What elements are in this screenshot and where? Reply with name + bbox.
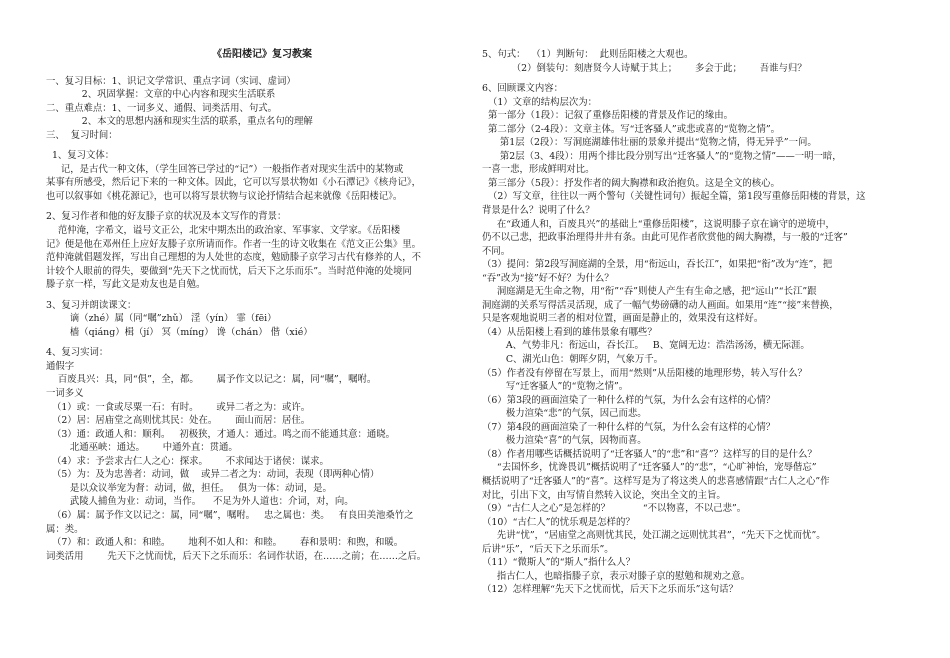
text-line: 只是客观地说明三者的相对位置，画面是静止的，效果没有这样好。 bbox=[482, 313, 764, 325]
text-line: 背景是什么？说明了什么？ bbox=[482, 205, 595, 217]
text-line: 6、回顾课文内容： bbox=[482, 83, 563, 95]
text-line: （3）提问：第2段写洞庭湖的全景，用“衔远山，吞长江”，如果把“衔”改为“连”，把 bbox=[482, 259, 833, 271]
text-line: 第2层（3、4段）：用两个排比段分别写出“迁客骚人”的“览物之情”——一明一暗， bbox=[482, 150, 842, 162]
text-line: （5）为：及为忠善者：动词，做 或异二者之为：动词，表现（即两种心情） bbox=[46, 469, 380, 481]
text-line: 词类活用 先天下之忧而忧，后天下之乐而乐：名词作状语，在……之前；在……之后。 bbox=[46, 550, 427, 562]
right-lines bbox=[482, 48, 922, 597]
text-line: （7）第4段的画面渲染了一种什么样的气氛，为什么会有这样的心情？ bbox=[482, 421, 776, 433]
text-line: （4）求：予尝求古仁人之心：探求。 不求闻达于诸侯：谋求。 bbox=[46, 455, 329, 467]
text-line: 2、本文的思想内涵和现实生活的联系，重点名句的理解 bbox=[46, 116, 313, 128]
left-column bbox=[46, 48, 478, 563]
text-line: 指古仁人，也暗指滕子京，表示对滕子京的慰勉和规劝之意。 bbox=[482, 570, 751, 582]
text-line: （6）属：属予作文以记之：属，同“嘱”，嘱咐。 忠之属也：类。 有良田美池桑竹之 bbox=[46, 509, 414, 521]
text-line: （7）和：政通人和：和睦。 地利不如人和：和睦。 春和景明：和煦，和暖。 bbox=[46, 537, 404, 549]
text-line: 先讲“忧”，“居庙堂之高则忧其民，处江湖之远则忧其君”，“先天下之忧而忧”。 bbox=[482, 530, 826, 542]
document-title: 《岳阳楼记》复习教案 bbox=[212, 49, 312, 60]
text-line: 概括说明了“迁客骚人”的“喜”。这样写是为了将这类人的悲喜感情跟“古仁人之心”作 bbox=[482, 475, 830, 487]
text-line: 极力渲染“喜”的气氛，因物而喜。 bbox=[482, 435, 647, 447]
text-line: 三、 复习时间： bbox=[46, 129, 118, 141]
text-line: 3、复习并朗读课文： bbox=[46, 299, 137, 311]
text-line: 不同。 bbox=[482, 245, 511, 257]
text-line: （4）从岳阳楼上看到的雄伟景象有哪些？ bbox=[482, 326, 657, 338]
text-line: 计较个人眼前的得失，要做到“先天下之忧而忧，后天下之乐而乐”。当时范仲淹的处境同 bbox=[46, 265, 412, 277]
text-line: 北通巫峡：通达。 中通外直：贯通。 bbox=[46, 442, 238, 454]
text-line: 百废具兴：具，同“俱”，全，都。 属予作文以记之：属，同“嘱”，嘱咐。 bbox=[46, 374, 377, 386]
text-line: 第1层（2段）：写洞庭湖雄伟壮丽的景象并提出“览物之情，得无异乎”一问。 bbox=[482, 137, 817, 149]
text-line: 武陵人捕鱼为业：动词，当作。 不足为外人道也：介词，对，向。 bbox=[46, 496, 354, 508]
text-line: （5）作者没有停留在写景上，而用“然则”从岳阳楼的地理形势，转入写什么？ bbox=[482, 367, 807, 379]
text-line: （10）“古仁人”的忧乐观是怎样的？ bbox=[482, 516, 635, 528]
text-line: 洞庭湖是无生命之物，用“衔”“吞”则使人产生有生命之感，把“远山”“长江”跟 bbox=[482, 286, 817, 298]
text-line: （1）文章的结构层次为： bbox=[482, 96, 598, 108]
spacer bbox=[46, 292, 478, 299]
text-line: 范仲淹，字希文，谥号文正公，北宋中期杰出的政治家、军事家、文学家。《岳阳楼 bbox=[46, 225, 401, 237]
text-line: 1、复习文体： bbox=[46, 150, 115, 162]
left-lines bbox=[46, 75, 478, 564]
text-line: （2）倒装句：刻唐贤今人诗赋于其上； 多会于此； 吾谁与归？ bbox=[482, 62, 807, 74]
text-line: 记》便是他在邓州任上应好友滕子京所请而作。作者一生的诗文收集在《范文正公集》里。 bbox=[46, 238, 422, 250]
text-line: 在“政通人和，百废具兴”的基础上“重修岳阳楼”，这说明滕子京在谪守的逆境中， bbox=[482, 218, 835, 230]
text-line: 第三部分（5段）：抒发作者的阔大胸襟和政治抱负。这是全文的核心。 bbox=[482, 177, 780, 189]
text-line: 2、巩固掌握：文章的中心内容和现实生活联系 bbox=[46, 89, 276, 101]
text-line: “吞”改为“接”好不好？为什么？ bbox=[482, 272, 614, 284]
text-line: （11）“微斯人”的“斯人”指什么人？ bbox=[482, 557, 635, 569]
text-line: 后讲“乐”，“后天下之乐而乐”。 bbox=[482, 543, 614, 555]
right-column bbox=[482, 48, 922, 597]
text-line: 极力渲染“悲”的气氛，因己而悲。 bbox=[482, 408, 647, 420]
spacer bbox=[482, 75, 922, 82]
text-line: 属：类。 bbox=[46, 523, 84, 535]
text-line: 滕子京一样，写此文是劝友也是自勉。 bbox=[46, 279, 206, 291]
text-line: 第一部分（1段）：记叙了重修岳阳楼的背景及作记的缘由。 bbox=[482, 110, 733, 122]
text-line: 5、句式： （1）判断句： 此则岳阳楼之大观也。 bbox=[482, 49, 694, 60]
text-line: （1）或：一食或尽粟一石：有时。 或异二者之为：或许。 bbox=[46, 401, 311, 413]
text-line: 写“迁客骚人”的“览物之情”。 bbox=[482, 381, 629, 393]
text-line: A、气势非凡：衔远山，吞长江。 B、宽阔无边：浩浩汤汤，横无际涯。 bbox=[482, 340, 810, 352]
text-line: （8）作者用哪些话概括说明了“迁客骚人”的“悲”和“喜”？这样写的目的是什么？ bbox=[482, 448, 817, 460]
text-line: “去国怀乡，忧谗畏讥”概括说明了“迁客骚人”的“悲”，“心旷神怡，宠辱偕忘” bbox=[482, 462, 817, 474]
text-line: 也可以叙事如《桃花源记》，也可以将写景状物与议论抒情结合起来就像《岳阳楼记》。 bbox=[46, 190, 403, 202]
text-line: 对比，引出下文，由写情自然转入议论，突出全文的主旨。 bbox=[482, 489, 726, 501]
text-line: 一词多义 bbox=[46, 388, 84, 400]
text-line: （9）“古仁人之心”是怎样的？ “不以物喜，不以己悲”。 bbox=[482, 503, 747, 515]
text-line: （2）写文章，往往以一两个警句（关键性词句）振起全篇，第1段写重修岳阳楼的背景，这 bbox=[482, 191, 866, 203]
text-line: 洞庭湖的关系写得活灵活现，成了一幅气势磅礴的动人画面。如果用“连”“接”来替换， bbox=[482, 299, 839, 311]
text-line: 通假字 bbox=[46, 360, 75, 372]
text-line: 一喜一悲，形成鲜明对比。 bbox=[482, 164, 595, 176]
text-line: 是以众议举宠为督：动词，做，担任。 俱为一体：动词，是。 bbox=[46, 482, 332, 494]
text-line: 二、重点难点：1、一词多义、通假、词类活用、句式。 bbox=[46, 102, 277, 114]
text-line: 一、复习目标：1、识记文学常识、重点字词（实词、虚词） bbox=[46, 75, 296, 87]
text-line: 记，是古代一种文体，（学生回答已学过的“记”）一般指作者对现实生活中的某物或 bbox=[46, 163, 404, 175]
text-line: （6）第3段的画面渲染了一种什么样的气氛，为什么会有这样的心情？ bbox=[482, 394, 776, 406]
text-line: 4、复习实词： bbox=[46, 347, 109, 359]
text-line: C、湖光山色：朝晖夕阴，气象万千。 bbox=[482, 354, 664, 366]
text-line: （12）怎样理解“先天下之忧而忧，后天下之乐而乐”这句话？ bbox=[482, 584, 738, 596]
spacer bbox=[46, 142, 478, 149]
text-line: 谪（zhé）属（同“嘱”zhǔ） 淫（yín） 霏（fēi） bbox=[46, 313, 277, 325]
text-line: 樯（qiáng）楫（jí） 冥（míng） 谗（chán） 偕（xié） bbox=[46, 326, 313, 338]
text-line: 某事有所感受，然后记下来的一种文体。因此，它可以写景状物如《小石潭记》《核舟记》， bbox=[46, 177, 421, 189]
text-line: 第二部分（2-4段）：文章主体。写“迁客骚人”或悲或喜的“览物之情”。 bbox=[482, 123, 781, 135]
text-line: （3）通：政通人和：顺利。 初极狭，才通人：通过。鸣之而不能通其意：通晓。 bbox=[46, 428, 395, 440]
text-line: 2、复习作者和他的好友滕子京的状况及本文写作的背景： bbox=[46, 211, 287, 223]
text-line: 范仲淹就倡题发挥，写出自己理想的为人处世的态度，勉励滕子京学习古代有修养的人，不 bbox=[46, 252, 422, 264]
spacer bbox=[46, 339, 478, 346]
text-line: （2）居：居庙堂之高则忧其民：处在。 面山而居：居住。 bbox=[46, 415, 311, 427]
text-line: 仍不以己悲，把政事治理得井井有条。由此可见作者欣赏他的阔大胸襟，与一般的“迁客” bbox=[482, 232, 848, 244]
spacer bbox=[46, 203, 478, 210]
